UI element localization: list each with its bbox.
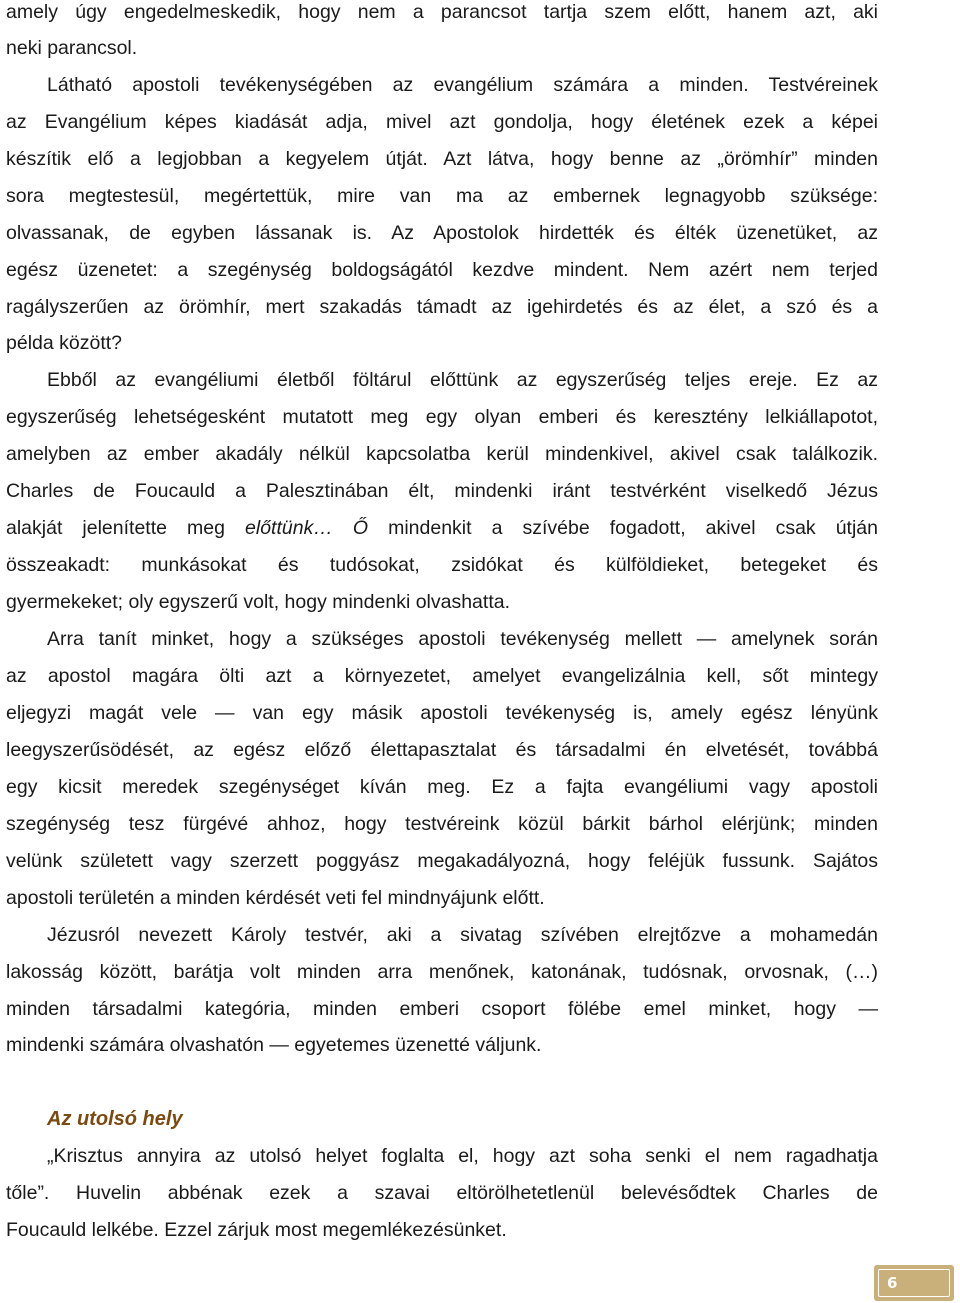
text-line: egyszerűség lehetségesként mutatott meg egy olyan emberi és keresztény lelkiállapotot, — [6, 406, 878, 428]
text-line: Foucauld lelkébe. Ezzel zárjuk most megemlékezésünket. — [6, 1219, 507, 1241]
text-line: az Evangélium képes kiadását adja, mivel azt gondolja, hogy életének ezek a képei — [6, 111, 878, 133]
text-line: Charles de Foucauld a Palesztinában élt, mindenki iránt testvérként viselkedő Jézus — [6, 480, 878, 502]
text-line: Ebből az evangéliumi életből föltárul előttünk az egyszerűség teljes ereje. Ez az — [47, 369, 878, 391]
text-line: apostoli területén a minden kérdését veti fel mindnyájunk előtt. — [6, 887, 545, 909]
text-line: minden társadalmi kategória, minden emberi csoport fölébe emel minket, hogy — — [6, 998, 878, 1020]
text-line: szegénység tesz fürgévé ahhoz, hogy testvéreink közül bárkit bárhol elérjünk; minden — [6, 813, 878, 835]
text-line: Jézusról nevezett Károly testvér, aki a sivatag szívében elrejtőzve a mohamedán — [47, 924, 878, 946]
page-number-badge — [874, 1265, 954, 1301]
text-line: sora megtestesül, megértettük, mire van ma az embernek legnagyobb szüksége: — [6, 185, 878, 207]
text-line: egész üzenetet: a szegénység boldogságától kezdve mindent. Nem azért nem terjed — [6, 259, 878, 281]
text-line: leegyszerűsödését, az egész előző élettapasztalat és társadalmi én elvetését, továbbá — [6, 739, 878, 761]
page-number: 6 — [878, 1269, 950, 1297]
text-line: az apostol magára ölti azt a környezetet, amelyet evangelizálnia kell, sőt mintegy — [6, 665, 878, 687]
text-line: amelyben az ember akadály nélkül kapcsolatba kerül mindenkivel, akivel csak találkozik. — [6, 443, 878, 465]
emphasis-text: előttünk… Ő — [245, 517, 369, 539]
text-line: eljegyzi magát vele — van egy másik apostoli tevékenység is, amely egész lényünk — [6, 702, 878, 724]
text-line: egy kicsit meredek szegénységet kíván meg. Ez a fajta evangéliumi vagy apostoli — [6, 776, 878, 798]
text-line: amely úgy engedelmeskedik, hogy nem a parancsot tartja szem előtt, hanem azt, aki — [6, 1, 878, 23]
text-line: velünk született vagy szerzett poggyász megakadályozná, hogy feléjük fussunk. Sajátos — [6, 850, 878, 872]
text-line: gyermekeket; oly egyszerű volt, hogy mindenki olvashatta. — [6, 591, 511, 613]
text-line: készítik elő a legjobban a kegyelem útját. Azt látva, hogy benne az „örömhír” minden — [6, 148, 878, 170]
text-line: „Krisztus annyira az utolsó helyet foglalta el, hogy azt soha senki el nem ragadhatja — [47, 1145, 878, 1167]
text-line: Látható apostoli tevékenységében az evangélium számára a minden. Testvéreinek — [47, 74, 878, 96]
text-line: ragályszerűen az örömhír, mert szakadás támadt az igehirdetés és az élet, a szó és a — [6, 296, 878, 318]
text-line: összeakadt: munkásokat és tudósokat, zsidókat és külföldieket, betegeket és — [6, 554, 878, 576]
text-line: neki parancsol. — [6, 37, 138, 59]
text-line: alakját jelenítette meg előttünk… Ő mindenkit a szívébe fogadott, akivel csak útján — [6, 517, 878, 539]
text-line: mindenki számára olvashatón — egyetemes üzenetté váljunk. — [6, 1034, 542, 1056]
text-line: példa között? — [6, 332, 123, 354]
text-line: Arra tanít minket, hogy a szükséges apostoli tevékenység mellett — amelynek során — [47, 628, 878, 650]
text-line: olvassanak, de egyben lássanak is. Az Apostolok hirdették és élték üzenetüket, az — [6, 222, 878, 244]
section-heading: Az utolsó hely — [47, 1108, 183, 1130]
text-line: lakosság között, barátja volt minden arra menőnek, katonának, tudósnak, orvosnak, (…) — [6, 961, 878, 983]
text-line: tőle”. Huvelin abbénak ezek a szavai eltörölhetetlenül belevésődtek Charles de — [6, 1182, 878, 1204]
